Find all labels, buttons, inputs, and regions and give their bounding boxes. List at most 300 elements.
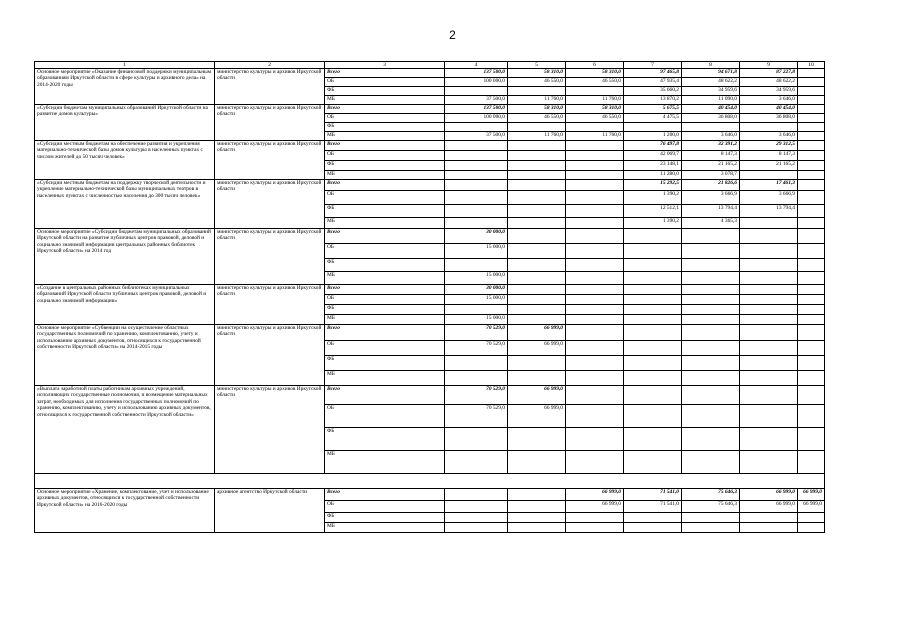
amount-cell (740, 325, 798, 341)
table-row (35, 141, 825, 151)
funding-source: Всего (325, 69, 445, 78)
amount-cell (740, 513, 798, 523)
budget-table (34, 61, 825, 533)
amount-cell: 11 760,0 (508, 96, 566, 105)
amount-cell: 13 794,4 (682, 205, 740, 218)
amount-cell: 3 666,9 (682, 191, 740, 205)
amount-cell: 46 550,0 (508, 114, 566, 123)
amount-cell: 42 069,7 (624, 151, 682, 161)
funding-source: ФБ (325, 87, 445, 96)
amount-cell: 11 760,0 (566, 96, 624, 105)
amount-cell: 66 999,0 (508, 325, 566, 341)
amount-cell (566, 123, 624, 132)
amount-cell (798, 69, 825, 78)
amount-cell (445, 218, 508, 229)
amount-cell (508, 205, 566, 218)
table-row (35, 105, 825, 114)
amount-cell: 11 760,0 (566, 132, 624, 141)
amount-cell (445, 205, 508, 218)
amount-cell (445, 161, 508, 171)
amount-cell: 58 310,0 (508, 105, 566, 114)
amount-cell (682, 305, 740, 315)
amount-cell (624, 428, 682, 451)
amount-cell (624, 244, 682, 259)
amount-cell (624, 315, 682, 325)
amount-cell (445, 191, 508, 205)
amount-cell (445, 356, 508, 371)
amount-cell: 40 454,0 (682, 105, 740, 114)
amount-cell: 15 000,0 (445, 272, 508, 285)
page-number: 2 (449, 28, 456, 42)
amount-cell: 34 959,6 (682, 87, 740, 96)
amount-cell: 15 000,0 (445, 244, 508, 259)
amount-cell (682, 315, 740, 325)
amount-cell (566, 356, 624, 371)
activity-name: «Выплата заработной платы работникам архивных учреждений, исполняющих государственные полномочия, и возмещение материальных затрат, необходимых для исполнения государственных полномочий по хранению, комплектованию, учету и использованию архивных документов, относящихся к государственной собственности Иркутской области» (35, 386, 215, 474)
amount-cell: 21 165,2 (740, 161, 798, 171)
funding-source: Всего (325, 386, 445, 405)
amount-cell: 13 870,2 (624, 96, 682, 105)
amount-cell (445, 305, 508, 315)
funding-source: ФБ (325, 123, 445, 132)
amount-cell: 70 529,0 (445, 341, 508, 356)
amount-cell (624, 341, 682, 356)
amount-cell: 30 000,0 (445, 229, 508, 244)
amount-cell: 71 541,0 (624, 489, 682, 501)
funding-source: ФБ (325, 305, 445, 315)
amount-cell: 29 312,5 (740, 141, 798, 151)
amount-cell (445, 501, 508, 513)
amount-cell: 76 497,8 (624, 141, 682, 151)
amount-cell (566, 191, 624, 205)
amount-cell (508, 161, 566, 171)
amount-cell (798, 123, 825, 132)
column-header-9: 9 (740, 62, 798, 69)
executor: архивное агентство Иркутской области (215, 489, 325, 533)
amount-cell: 11 090,0 (682, 96, 740, 105)
amount-cell (445, 523, 508, 533)
funding-source: Всего (325, 141, 445, 151)
amount-cell (798, 78, 825, 87)
funding-source: ОБ (325, 341, 445, 356)
amount-cell (798, 87, 825, 96)
column-header-7: 7 (624, 62, 682, 69)
amount-cell: 46 550,0 (508, 78, 566, 87)
amount-cell (798, 386, 825, 405)
amount-cell: 5 675,5 (624, 105, 682, 114)
amount-cell (798, 259, 825, 272)
amount-cell (798, 161, 825, 171)
amount-cell (682, 371, 740, 386)
amount-cell (566, 141, 624, 151)
amount-cell (624, 305, 682, 315)
executor: министерство культуры и архивов Иркутской области (215, 229, 325, 285)
amount-cell (798, 523, 825, 533)
amount-cell (740, 171, 798, 180)
amount-cell (682, 229, 740, 244)
amount-cell (798, 325, 825, 341)
amount-cell (624, 386, 682, 405)
amount-cell: 70 529,0 (445, 386, 508, 405)
amount-cell (566, 325, 624, 341)
amount-cell: 35 660,2 (624, 87, 682, 96)
amount-cell (798, 451, 825, 474)
amount-cell (445, 141, 508, 151)
amount-cell: 15 000,0 (445, 315, 508, 325)
amount-cell: 66 999,0 (740, 501, 798, 513)
amount-cell (798, 191, 825, 205)
activity-name: Основное мероприятие «Субсидии бюджетам муниципальных образований Иркутской области на развитие публичных центров правовой, деловой и социально значимой информации центральных районных библиотек Иркутской области» на 2014 год (35, 229, 215, 285)
amount-cell (682, 356, 740, 371)
amount-cell (740, 244, 798, 259)
amount-cell (798, 218, 825, 229)
amount-cell: 3 646,0 (740, 132, 798, 141)
amount-cell: 3 078,7 (682, 171, 740, 180)
amount-cell: 21 826,6 (682, 180, 740, 191)
amount-cell: 94 671,8 (682, 69, 740, 78)
amount-cell (682, 325, 740, 341)
amount-cell: 71 541,0 (624, 501, 682, 513)
column-header-4: 4 (445, 62, 508, 69)
amount-cell (624, 356, 682, 371)
amount-cell (508, 87, 566, 96)
amount-cell: 66 999,0 (798, 489, 825, 501)
amount-cell (508, 151, 566, 161)
activity-name: «Субсидии местным бюджетам на поддержку творческой деятельности и укрепление материально-технической базы муниципальных театров в населенных пунктах с численностью населения до 300 тысяч человек» (35, 180, 215, 229)
funding-source: МБ (325, 132, 445, 141)
amount-cell: 37 500,0 (445, 132, 508, 141)
amount-cell (566, 205, 624, 218)
amount-cell: 66 999,0 (566, 489, 624, 501)
amount-cell: 8 147,3 (740, 151, 798, 161)
amount-cell (566, 180, 624, 191)
amount-cell: 11 280,0 (624, 171, 682, 180)
amount-cell: 75 646,3 (682, 501, 740, 513)
amount-cell: 66 999,0 (566, 501, 624, 513)
header-row (35, 62, 825, 69)
amount-cell (508, 305, 566, 315)
funding-source: МБ (325, 315, 445, 325)
amount-cell (740, 229, 798, 244)
amount-cell: 97 465,8 (624, 69, 682, 78)
amount-cell: 66 999,0 (740, 489, 798, 501)
amount-cell (798, 96, 825, 105)
amount-cell (682, 513, 740, 523)
amount-cell (682, 341, 740, 356)
amount-cell: 75 646,3 (682, 489, 740, 501)
activity-name: Основное мероприятие «Субвенции на осуществление областных государственных полномочий по хранению, комплектованию, учету и использованию архивных документов, относящихся к государственной собственности Иркутской области» на 2014-2015 годы (35, 325, 215, 386)
amount-cell: 36 808,0 (740, 114, 798, 123)
amount-cell (508, 244, 566, 259)
amount-cell (798, 428, 825, 451)
amount-cell (566, 218, 624, 229)
amount-cell (798, 295, 825, 305)
amount-cell: 87 227,8 (740, 69, 798, 78)
amount-cell (566, 161, 624, 171)
amount-cell (682, 244, 740, 259)
amount-cell: 13 794,4 (740, 205, 798, 218)
funding-source: Всего (325, 105, 445, 114)
executor: министерство культуры и архивов Иркутской области (215, 141, 325, 180)
executor: министерство культуры и архивов Иркутской области (215, 180, 325, 229)
amount-cell (740, 285, 798, 295)
amount-cell: 48 622,2 (740, 78, 798, 87)
amount-cell (740, 315, 798, 325)
amount-cell (508, 513, 566, 523)
amount-cell (624, 513, 682, 523)
amount-cell: 1 390,2 (624, 191, 682, 205)
column-header-8: 8 (682, 62, 740, 69)
amount-cell: 3 666,9 (740, 191, 798, 205)
amount-cell: 137 500,0 (445, 105, 508, 114)
amount-cell (798, 371, 825, 386)
amount-cell: 4 365,3 (682, 218, 740, 229)
amount-cell (445, 451, 508, 474)
column-header-10: 10 (798, 62, 825, 69)
funding-source: ОБ (325, 78, 445, 87)
column-header-2: 2 (215, 62, 325, 69)
funding-source: ОБ (325, 405, 445, 428)
table-row (35, 69, 825, 78)
amount-cell: 1 200,0 (624, 132, 682, 141)
amount-cell (566, 513, 624, 523)
funding-source: ОБ (325, 244, 445, 259)
activity-name: «Субсидии местным бюджетам на обеспечение развития и укрепления материально-технической базы домов культуры в населенных пунктах с числом жителей до 50 тысяч человек» (35, 141, 215, 180)
amount-cell (445, 171, 508, 180)
column-header-6: 6 (566, 62, 624, 69)
funding-source: ОБ (325, 501, 445, 513)
amount-cell: 70 529,0 (445, 325, 508, 341)
amount-cell (740, 295, 798, 305)
column-header-5: 5 (508, 62, 566, 69)
amount-cell: 46 550,0 (566, 78, 624, 87)
amount-cell (445, 513, 508, 523)
amount-cell: 34 959,6 (740, 87, 798, 96)
amount-cell (566, 295, 624, 305)
amount-cell (508, 285, 566, 295)
amount-cell (682, 123, 740, 132)
amount-cell (624, 285, 682, 295)
amount-cell (798, 171, 825, 180)
amount-cell (445, 123, 508, 132)
amount-cell (798, 272, 825, 285)
amount-cell (798, 305, 825, 315)
amount-cell: 1 390,2 (624, 218, 682, 229)
amount-cell (798, 151, 825, 161)
amount-cell: 66 999,0 (508, 405, 566, 428)
amount-cell (682, 272, 740, 285)
table-row (35, 325, 825, 341)
amount-cell: 58 310,0 (566, 105, 624, 114)
amount-cell: 30 000,0 (445, 285, 508, 295)
amount-cell (798, 341, 825, 356)
amount-cell (566, 229, 624, 244)
amount-cell (508, 191, 566, 205)
amount-cell (508, 501, 566, 513)
funding-source: МБ (325, 451, 445, 474)
funding-source: Всего (325, 489, 445, 501)
amount-cell: 46 550,0 (566, 114, 624, 123)
amount-cell: 3 646,0 (682, 132, 740, 141)
executor: министерство культуры и архивов Иркутской области (215, 69, 325, 105)
amount-cell (624, 229, 682, 244)
amount-cell (740, 218, 798, 229)
column-header-1: 1 (35, 62, 215, 69)
amount-cell (566, 87, 624, 96)
amount-cell (566, 305, 624, 315)
amount-cell (566, 386, 624, 405)
executor: министерство культуры и архивов Иркутской области (215, 285, 325, 325)
amount-cell (508, 229, 566, 244)
amount-cell (508, 295, 566, 305)
activity-name: Основное мероприятие «Оказание финансовой поддержки муниципальным образованиям Иркутской области в сфере культуры и архивного дела» на 2014-2020 годы (35, 69, 215, 105)
amount-cell (740, 451, 798, 474)
funding-source: ФБ (325, 161, 445, 171)
amount-cell (508, 489, 566, 501)
amount-cell (566, 405, 624, 428)
table-row (35, 180, 825, 191)
amount-cell (798, 405, 825, 428)
amount-cell (445, 489, 508, 501)
funding-source: МБ (325, 171, 445, 180)
amount-cell (508, 428, 566, 451)
amount-cell (624, 451, 682, 474)
amount-cell (682, 295, 740, 305)
amount-cell (508, 171, 566, 180)
block-spacer (35, 474, 825, 489)
amount-cell (566, 523, 624, 533)
amount-cell (798, 356, 825, 371)
amount-cell: 137 500,0 (445, 69, 508, 78)
amount-cell (508, 371, 566, 386)
activity-name: «Создание в центральных районных библиотеках муниципальных образований Иркутской области публичных центров правовой, деловой и социально значимой информации» (35, 285, 215, 325)
amount-cell (566, 451, 624, 474)
amount-cell (566, 244, 624, 259)
amount-cell (682, 285, 740, 295)
amount-cell (566, 272, 624, 285)
funding-source: Всего (325, 285, 445, 295)
amount-cell (798, 244, 825, 259)
amount-cell (624, 123, 682, 132)
funding-source: ФБ (325, 356, 445, 371)
activity-name: «Субсидии бюджетам муниципальных образований Иркутской области на развитие домов культуры» (35, 105, 215, 141)
amount-cell: 66 999,0 (508, 386, 566, 405)
amount-cell: 17 461,3 (740, 180, 798, 191)
amount-cell (445, 428, 508, 451)
funding-source: МБ (325, 272, 445, 285)
funding-source: ФБ (325, 259, 445, 272)
amount-cell: 100 000,0 (445, 114, 508, 123)
funding-source: ОБ (325, 151, 445, 161)
funding-source: Всего (325, 325, 445, 341)
amount-cell (508, 451, 566, 474)
amount-cell (566, 341, 624, 356)
funding-source: МБ (325, 371, 445, 386)
amount-cell (445, 180, 508, 191)
amount-cell (445, 151, 508, 161)
table-row (35, 386, 825, 405)
executor: министерство культуры и архивов Иркутской области (215, 325, 325, 386)
amount-cell (682, 386, 740, 405)
amount-cell (798, 180, 825, 191)
amount-cell: 48 622,2 (682, 78, 740, 87)
amount-cell: 40 454,0 (740, 105, 798, 114)
amount-cell (798, 205, 825, 218)
column-header-3: 3 (325, 62, 445, 69)
amount-cell (624, 272, 682, 285)
amount-cell (445, 371, 508, 386)
amount-cell: 100 000,0 (445, 78, 508, 87)
amount-cell (508, 123, 566, 132)
amount-cell: 4 475,5 (624, 114, 682, 123)
funding-source: Всего (325, 180, 445, 191)
funding-source: МБ (325, 523, 445, 533)
funding-source: ОБ (325, 295, 445, 305)
amount-cell: 36 808,0 (682, 114, 740, 123)
amount-cell (566, 428, 624, 451)
funding-source: ОБ (325, 191, 445, 205)
amount-cell (566, 315, 624, 325)
amount-cell (508, 141, 566, 151)
amount-cell (682, 428, 740, 451)
amount-cell (508, 272, 566, 285)
amount-cell (445, 259, 508, 272)
amount-cell: 3 646,0 (740, 96, 798, 105)
amount-cell (566, 171, 624, 180)
amount-cell (740, 272, 798, 285)
amount-cell (624, 523, 682, 533)
amount-cell: 58 310,0 (566, 69, 624, 78)
amount-cell: 12 512,1 (624, 205, 682, 218)
amount-cell (740, 259, 798, 272)
amount-cell (740, 405, 798, 428)
amount-cell (508, 180, 566, 191)
amount-cell: 70 529,0 (445, 405, 508, 428)
amount-cell: 15 000,0 (445, 295, 508, 305)
amount-cell (566, 371, 624, 386)
amount-cell (740, 341, 798, 356)
amount-cell (740, 123, 798, 132)
amount-cell (508, 523, 566, 533)
amount-cell (624, 259, 682, 272)
amount-cell: 32 391,2 (682, 141, 740, 151)
amount-cell (798, 132, 825, 141)
amount-cell: 66 999,0 (798, 501, 825, 513)
amount-cell (798, 285, 825, 295)
spacer-cell (35, 474, 825, 489)
amount-cell (445, 87, 508, 96)
amount-cell: 21 165,2 (682, 161, 740, 171)
amount-cell (682, 523, 740, 533)
executor: министерство культуры и архивов Иркутской области (215, 105, 325, 141)
amount-cell (566, 151, 624, 161)
amount-cell (798, 229, 825, 244)
table-row (35, 285, 825, 295)
amount-cell (740, 523, 798, 533)
amount-cell (682, 451, 740, 474)
amount-cell (798, 315, 825, 325)
activity-name: Основное мероприятие «Хранение, комплектование, учет и использование архивных документов, относящихся к государственной собственности Иркутской области» на 2016-2020 годы (35, 489, 215, 533)
amount-cell (624, 325, 682, 341)
amount-cell (798, 114, 825, 123)
amount-cell (740, 428, 798, 451)
amount-cell (740, 356, 798, 371)
amount-cell (798, 105, 825, 114)
amount-cell: 15 292,5 (624, 180, 682, 191)
amount-cell (508, 315, 566, 325)
amount-cell: 47 935,4 (624, 78, 682, 87)
amount-cell (566, 259, 624, 272)
